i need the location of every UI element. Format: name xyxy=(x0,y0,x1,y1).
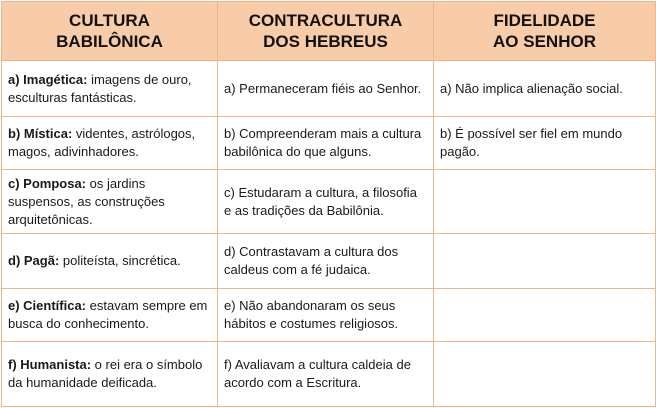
table-row xyxy=(2,61,656,117)
header-fidelidade-senhor xyxy=(434,2,656,61)
term-description: videntes, astrólogos, magos, adivinhadores. xyxy=(8,126,196,159)
header-cultura-babilonica xyxy=(2,2,218,61)
header-line: FIDELIDADE xyxy=(493,11,596,30)
cell-babilonica xyxy=(2,289,218,342)
cell-babilonica xyxy=(2,117,218,170)
header-line: BABILÔNICA xyxy=(56,32,163,51)
term-description: estavam sempre em busca do conhecimento. xyxy=(8,298,208,331)
cell-fidelidade: b) É possível ser fiel em mundo pagão. xyxy=(434,117,656,170)
cell-babilonica xyxy=(2,170,218,234)
term-label: b) Mística: xyxy=(8,126,73,141)
cell-hebreus: b) Compreenderam mais a cultura babilônica do que alguns. xyxy=(218,117,434,170)
term-label: c) Pomposa: xyxy=(8,175,87,191)
header-line: AO SENHOR xyxy=(493,32,596,51)
table-row xyxy=(2,289,656,342)
cell-fidelidade: a) Não implica alienação social. xyxy=(434,61,656,117)
cell-fidelidade xyxy=(434,234,656,289)
header-row xyxy=(2,2,656,61)
cell-hebreus: d) Contrastavam a cultura dos caldeus com a fé judaica. xyxy=(218,234,434,289)
term-label: f) Humanista: xyxy=(8,357,92,372)
cell-hebreus: c) Estudaram a cultura, a filosofia e as tradições da Babilônia. xyxy=(218,170,434,234)
term-label: a) Imagética: xyxy=(8,71,88,87)
table-row xyxy=(2,234,656,289)
header-contracultura-hebreus xyxy=(218,2,434,61)
cell-babilonica xyxy=(2,342,218,407)
table-row xyxy=(2,170,656,234)
cell-hebreus: f) Avaliavam a cultura caldeia de acordo com a Escritura. xyxy=(218,342,434,407)
term-description: politeísta, sincrética. xyxy=(59,253,181,268)
comparison-table xyxy=(1,1,656,407)
header-line: DOS HEBREUS xyxy=(263,32,388,51)
cell-hebreus: e) Não abandonaram os seus hábitos e costumes religiosos. xyxy=(218,289,434,342)
table-row xyxy=(2,117,656,170)
header-line: CONTRACULTURA xyxy=(248,11,403,30)
cell-babilonica xyxy=(2,234,218,289)
cell-hebreus: a) Permaneceram fiéis ao Senhor. xyxy=(218,61,434,117)
term-label: d) Pagã: xyxy=(8,253,60,268)
cell-fidelidade xyxy=(434,289,656,342)
header-line: CULTURA xyxy=(69,11,150,30)
term-description: imagens de ouro, esculturas fantásticas. xyxy=(8,71,192,105)
cell-fidelidade xyxy=(434,342,656,407)
term-label: e) Científica: xyxy=(8,298,87,313)
term-description: os jardins suspensos, as construções arquitetônicas. xyxy=(8,175,165,227)
term-description: o rei era o símbolo da humanidade deificada. xyxy=(8,357,203,390)
table-row xyxy=(2,342,656,407)
cell-fidelidade xyxy=(434,170,656,234)
cell-babilonica xyxy=(2,61,218,117)
